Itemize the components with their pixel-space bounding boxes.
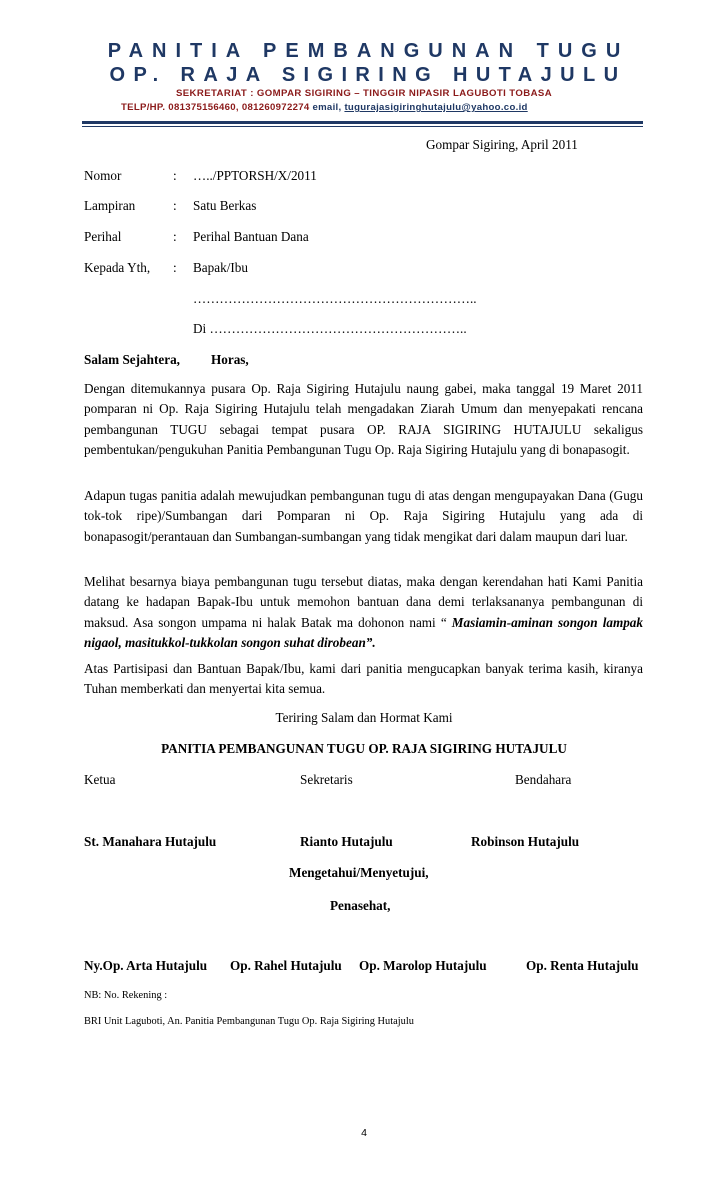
letterhead-title-line2: OP. RAJA SIGIRING HUTAJULU [109, 64, 627, 86]
date-line: Gompar Sigiring, April 2011 [426, 137, 578, 152]
committee-name: PANITIA PEMBANGUNAN TUGU OP. RAJA SIGIRING HUTAJULU [161, 741, 567, 756]
body-paragraph-2: Adapun tugas panitia adalah mewujudkan pembangunan tugu di atas dengan mengupayakan Dana (Gugu tok-tok ripe)/Sumbangan dari Pomparan ni Op. Raja Sigiring Hutajulu yang ada di bonapasogit/perantauan dan Sumbangan-sumbangan yang tidak mengikat dari dalam maupun dari luar. [84, 488, 643, 544]
advisor-name: Op. Renta Hutajulu [526, 958, 639, 973]
nb-account-label: NB: No. Rekening : [84, 990, 168, 1001]
address-di: Di ………………………………………………….. [193, 321, 467, 336]
advisor-name: Ny.Op. Arta Hutajulu [84, 958, 208, 973]
body-paragraph-4: Atas Partisipasi dan Bantuan Bapak/Ibu, kami dari panitia mengucapkan banyak terima kasih, kiranya Tuhan memberkati dan menyertai kita semua. [84, 661, 643, 697]
letterhead-title-line1: PANITIA PEMBANGUNAN TUGU [107, 40, 630, 62]
advisor-label: Penasehat, [330, 898, 391, 913]
meta-label-lampiran: Lampiran [84, 198, 136, 213]
meta-colon: : [173, 198, 177, 213]
meta-value-lampiran: Satu Berkas [193, 198, 257, 213]
body-paragraph-3 [84, 572, 643, 653]
letterhead-rule-thick [82, 121, 643, 124]
address-dots: ……………………………………………………….. [193, 291, 477, 306]
letterhead-phone: TELP/HP. 081375156460, 081260972274 [121, 102, 310, 113]
officer-ketua: St. Manahara Hutajulu [84, 834, 217, 849]
meta-label-nomor: Nomor [84, 168, 122, 183]
role-bendahara: Bendahara [515, 772, 572, 787]
meta-value-nomor: …../PPTORSH/X/2011 [193, 168, 317, 183]
meta-value-perihal: Perihal Bantuan Dana [193, 229, 309, 244]
meta-colon: : [173, 229, 177, 244]
meta-value-kepada: Bapak/Ibu [193, 260, 248, 275]
closing-line: Teriring Salam dan Hormat Kami [275, 710, 453, 725]
letterhead-email-label: email, [312, 102, 342, 113]
letterhead-contact [121, 102, 528, 113]
nb-account-detail: BRI Unit Laguboti, An. Panitia Pembangunan Tugu Op. Raja Sigiring Hutajulu [84, 1016, 414, 1027]
role-sekretaris: Sekretaris [300, 772, 353, 787]
acknowledged-label: Mengetahui/Menyetujui, [289, 865, 429, 880]
letterhead-email-link[interactable]: tugurajasigiringhutajulu@yahoo.co.id [344, 102, 528, 113]
officer-bendahara: Robinson Hutajulu [471, 834, 580, 849]
meta-colon: : [173, 168, 177, 183]
advisor-name: Op. Rahel Hutajulu [230, 958, 342, 973]
batak-proverb-quote: Masiamin-aminan songon lampak nigaol, masitukkol-tukkolan songon suhat dirobean”. [84, 614, 643, 650]
body-paragraph-3-text: Melihat besarnya biaya pembangunan tugu tersebut diatas, maka dengan kerendahan hati Kami Panitia datang ke hadapan Bapak-Ibu untuk memohon bantuan dana demi terlaksananya pembangunan di maksud. Asa songon umpama ni halak Batak ma dohonon nami “ [84, 574, 643, 630]
advisor-name: Op. Marolop Hutajulu [359, 958, 487, 973]
letterhead-secretariat: SEKRETARIAT : GOMPAR SIGIRING – TINGGIR NIPASIR LAGUBOTI TOBASA [175, 88, 553, 99]
page-number: 4 [361, 1127, 367, 1139]
meta-label-perihal: Perihal [84, 229, 122, 244]
greeting-horas: Horas, [211, 352, 249, 367]
meta-label-kepada: Kepada Yth, [84, 260, 151, 275]
greeting-salam: Salam Sejahtera, [84, 352, 180, 367]
letterhead-rule-thin [82, 126, 643, 127]
meta-colon: : [173, 260, 177, 275]
body-paragraph-1: Dengan ditemukannya pusara Op. Raja Sigiring Hutajulu naung gabei, maka tanggal 19 Maret 2011 pomparan ni Op. Raja Sigiring Hutajulu telah mengadakan Ziarah Umum dan menyepakati rencana pembangunan TUGU sebagai tempat pusara OP. RAJA SIGIRING HUTAJULU sekaligus pembentukan/pengukuhan Panitia Pembangunan Tugu Op. Raja Sigiring Hutajulu yang di bonapasogit. [84, 381, 643, 457]
role-ketua: Ketua [84, 772, 116, 787]
officer-sekretaris: Rianto Hutajulu [300, 834, 393, 849]
